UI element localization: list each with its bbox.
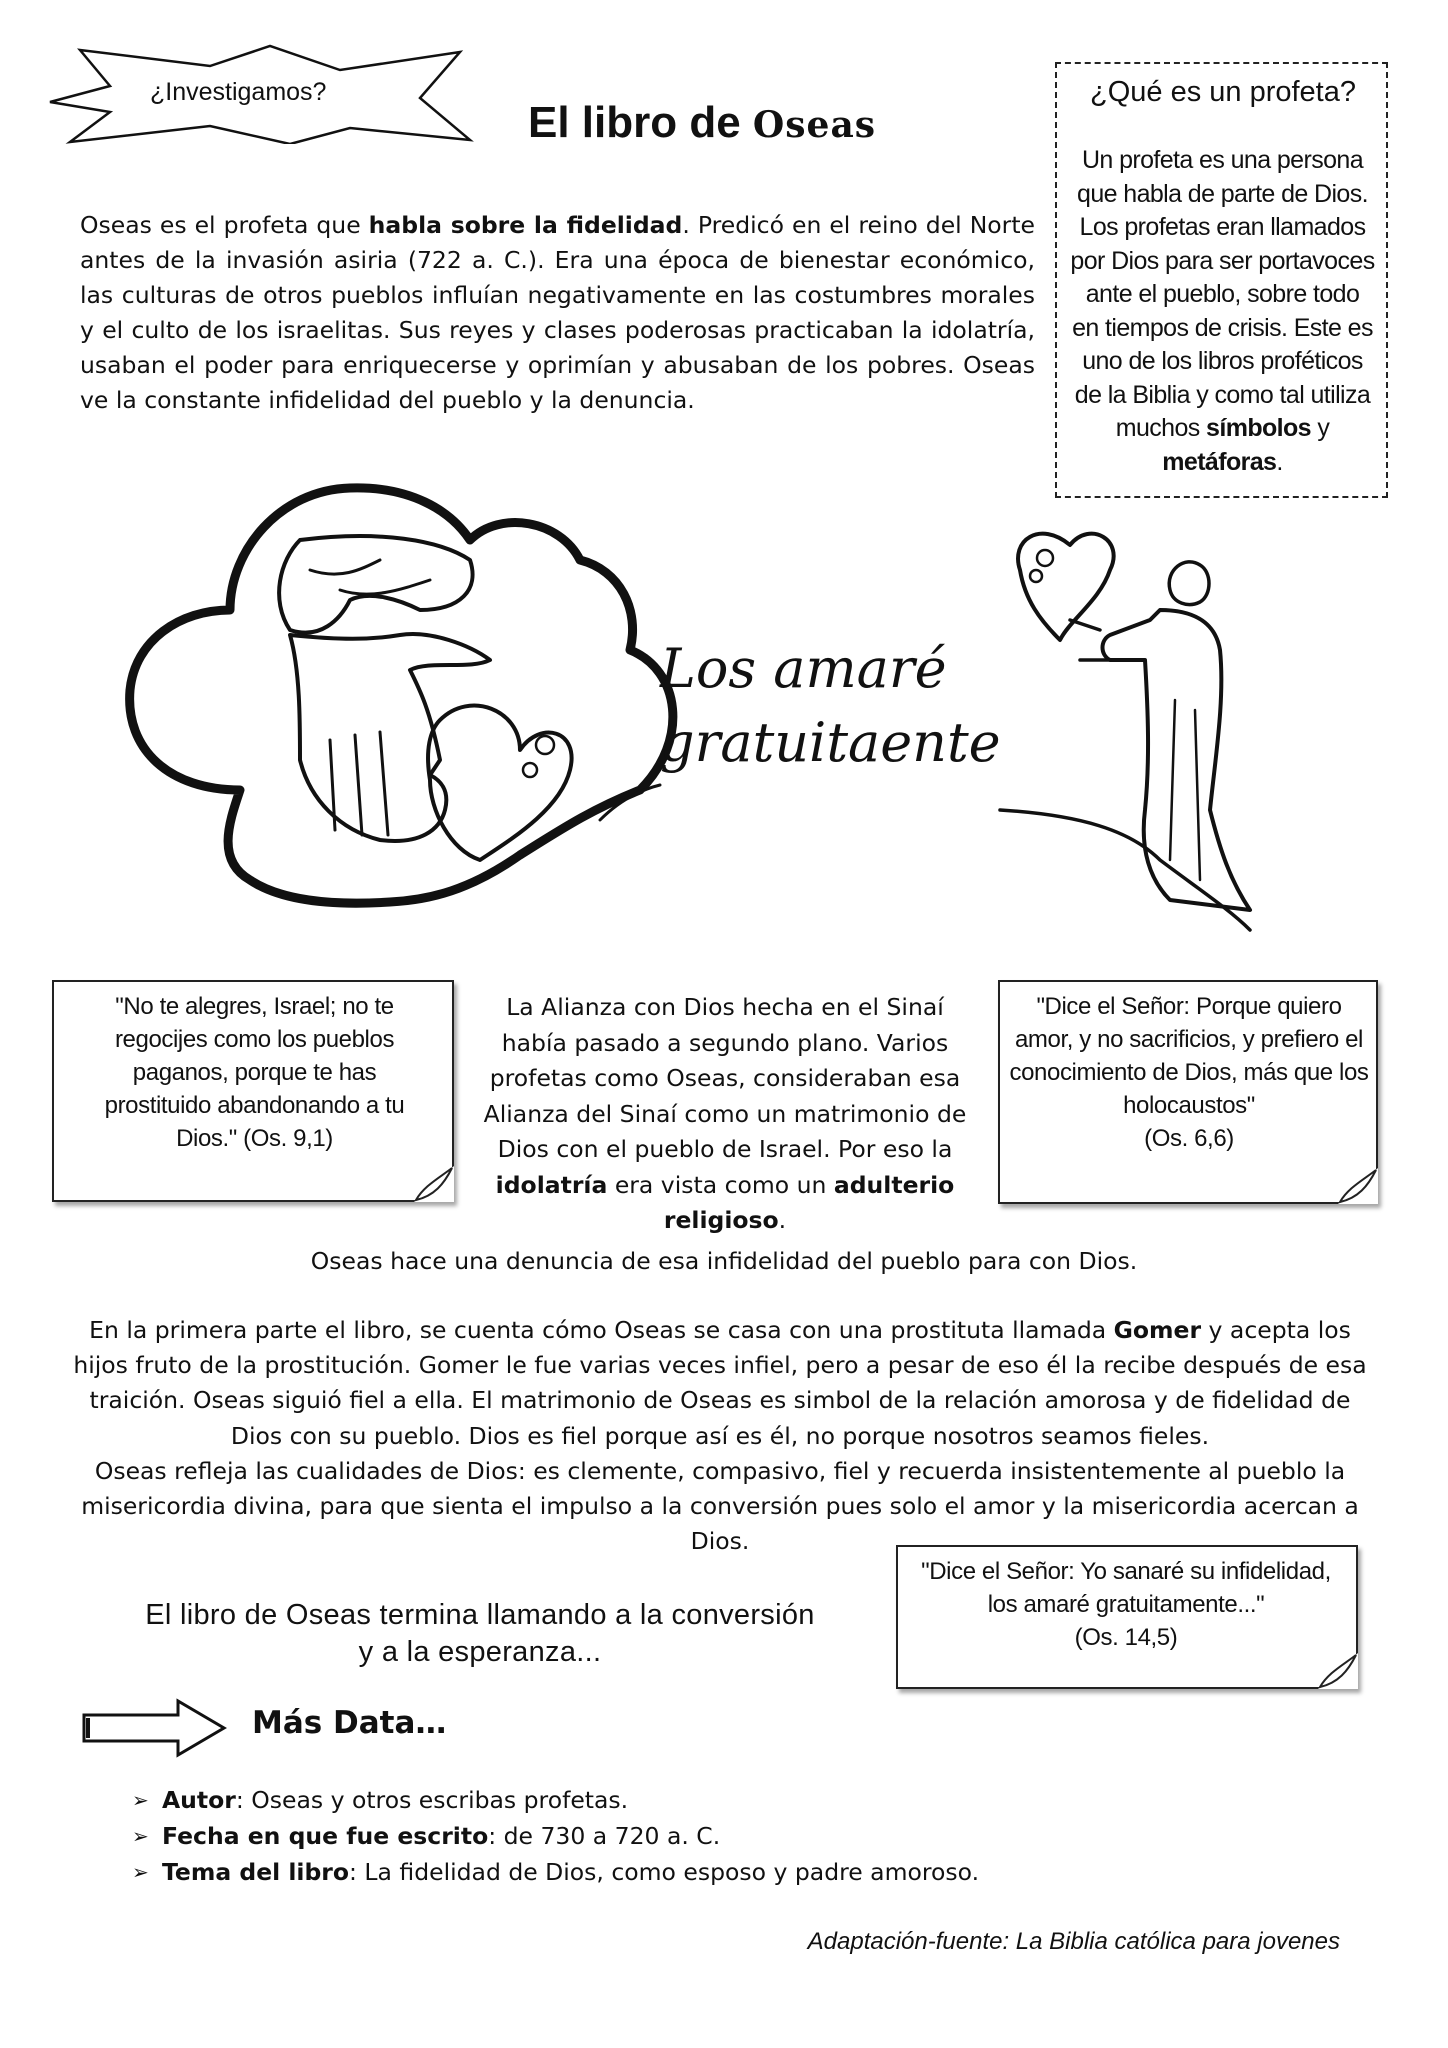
quote-bottom-body: "Dice el Señor: Yo sanaré su infidelidad, los amaré gratuitamente..." — [921, 1558, 1331, 1618]
illustration-caption — [660, 632, 1001, 780]
alliance-paragraph — [475, 990, 975, 1239]
page-curl-icon — [414, 1166, 454, 1202]
page-title — [528, 98, 876, 148]
mas-data-heading: Más Data… — [252, 1705, 447, 1741]
caption-line-2: gratuitaente — [660, 711, 1001, 774]
intro-bold: habla sobre la fidelidad — [368, 211, 683, 239]
bullet-arrow-icon: ➢ — [132, 1824, 149, 1848]
title-prefix: El libro de — [528, 98, 753, 147]
sleeve — [279, 536, 472, 633]
alliance-text-mid: era vista como un — [607, 1170, 834, 1199]
right-arrow-icon — [80, 1697, 230, 1759]
intro-paragraph — [80, 208, 1035, 418]
alliance-bold-2: adulterio religioso — [663, 1170, 955, 1234]
bullet-arrow-icon: ➢ — [132, 1860, 149, 1884]
heart-left-shine-2 — [523, 763, 537, 777]
prophet-text-mid: y — [1311, 414, 1330, 442]
bullet-arrow-icon: ➢ — [132, 1788, 149, 1812]
fact-author — [132, 1782, 979, 1818]
heart-left-shine-1 — [536, 736, 554, 754]
title-book-name: Oseas — [752, 104, 877, 146]
heart-right-shine-2 — [1030, 570, 1042, 582]
quote-right-text — [1006, 990, 1372, 1155]
heart-right — [1018, 534, 1114, 640]
fact-value: : de 730 a 720 a. C. — [488, 1822, 721, 1850]
gomer-bold: Gomer — [1113, 1316, 1202, 1344]
alliance-bold-1: idolatría — [495, 1170, 608, 1199]
gomer-text-2: y acepta los hijos fruto de la prostitución. Gomer le fue varias veces infiel, pero a pesar de eso él la recibe después de esa traición. Oseas siguió fiel a ella. El matrimonio de Oseas es simbol de la relación amorosa y de fidelidad de Dios con su pueblo. Dios es fiel porque así es él, no porque nosotros seamos fieles. — [73, 1316, 1367, 1450]
page-curl-icon — [1318, 1653, 1358, 1689]
prophet-text-end: . — [1276, 447, 1283, 476]
alliance-text: La Alianza con Dios hecha en el Sinaí había pasado a segundo plano. Varios profetas como Oseas, consideraban esa Alianza del Sinaí como un matrimonio de Dios con el pueblo de Israel. Por eso la — [483, 993, 967, 1163]
prophet-bold-1: símbolos — [1206, 414, 1311, 442]
prophet-bold-2: metáforas — [1162, 447, 1277, 476]
intro-text-1: Oseas es el profeta que — [80, 211, 369, 239]
badge-label: ¿Investigamos? — [150, 78, 327, 106]
caption-line-1: Los amaré — [660, 637, 947, 700]
quote-bottom-ref: (Os. 14,5) — [1074, 1624, 1178, 1651]
quote-bottom-text — [906, 1555, 1346, 1654]
prophet-box-body — [1070, 144, 1375, 479]
heart-right-shine-1 — [1037, 550, 1053, 566]
fact-label: Tema del libro — [162, 1858, 350, 1886]
quote-right-ref: (Os. 6,6) — [1144, 1125, 1234, 1152]
sleeve-fold — [310, 560, 430, 594]
closing-line-2: y a la esperanza... — [358, 1636, 602, 1668]
source-credit: Adaptación-fuente: La Biblia católica para jovenes — [807, 1928, 1340, 1955]
closing-line-1: El libro de Oseas termina llamando a la conversión — [145, 1599, 815, 1631]
intro-text-2: . Predicó en el reino del Norte antes de la invasión asiria (722 a. C.). Era una época de bienestar económico, las culturas de otros pueblos influían negativamente en las costumbres morales y el culto de los israelitas. Sus reyes y clases poderosas practicaban la idolatría, usaban el poder para enriquecerse y oprimían y abusaban de los pobres. Oseas ve la constante infidelidad del pueblo y la denuncia. — [80, 211, 1035, 414]
fact-value: : Oseas y otros escribas profetas. — [235, 1786, 629, 1814]
closing-statement — [100, 1597, 860, 1671]
quote-left-text: "No te alegres, Israel; no te regocijes como los pueblos paganos, porque te has prostituido abandonando a tu Dios." (Os. 9,1) — [104, 993, 405, 1152]
facts-list — [132, 1782, 979, 1890]
fact-date — [132, 1818, 979, 1854]
fact-value: : La fidelidad de Dios, como esposo y padre amoroso. — [349, 1858, 980, 1886]
fact-label: Fecha en que fue escrito — [162, 1822, 489, 1850]
fact-theme — [132, 1854, 979, 1890]
prophet-text: Un profeta es una persona que habla de parte de Dios. Los profetas eran llamados por Dios para ser portavoces ante el pueblo, sobre todo en tiempos de crisis. Este es uno de los libros proféticos de la Biblia y como tal utiliza muchos — [1070, 146, 1375, 442]
hand — [290, 634, 490, 841]
gomer-paragraph — [70, 1313, 1370, 1559]
gomer-p2: Oseas refleja las cualidades de Dios: es clemente, compasivo, fiel y recuerda insistentemente al pueblo la misericordia divina, para que sienta el impulso a la conversión pues solo el amor y la misericordia acercan a Dios. — [81, 1456, 1359, 1556]
prophet-box-title: ¿Qué es un profeta? — [1090, 76, 1356, 108]
figure-head — [1169, 562, 1209, 605]
alliance-text-end: . — [778, 1206, 787, 1234]
figure-robe-lines — [1170, 700, 1200, 880]
gomer-p1 — [70, 1313, 1370, 1454]
ground-line — [1000, 810, 1250, 930]
figure-body — [1103, 610, 1251, 910]
fact-label: Autor — [162, 1786, 236, 1814]
page-curl-icon — [1338, 1168, 1378, 1204]
gomer-text-1: En la primera parte el libro, se cuenta cómo Oseas se casa con una prostituta llamada — [89, 1316, 1114, 1344]
denuncia-line: Oseas hace una denuncia de esa infidelidad del pueblo para con Dios. — [310, 1247, 1138, 1275]
quote-right-body: "Dice el Señor: Porque quiero amor, y no sacrificios, y prefiero el conocimiento de Dios, más que los holocaustos" — [1009, 993, 1369, 1119]
